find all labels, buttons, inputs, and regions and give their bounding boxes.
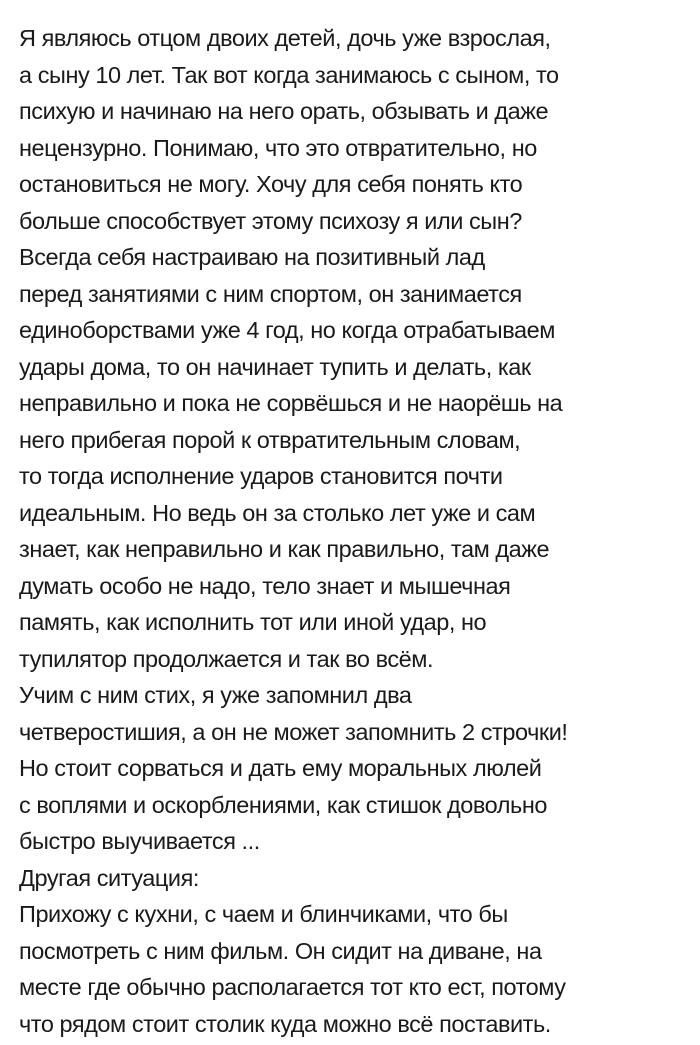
post-text (19, 20, 689, 1042)
text-line: удары дома, то он начинает тупить и делать, как (19, 353, 531, 380)
text-line: что рядом стоит столик куда можно всё поставить. (19, 1010, 551, 1037)
text-line: него прибегая порой к отвратительным словам, (19, 426, 521, 453)
text-line: а сыну 10 лет. Так вот когда занимаюсь с сыном, то (19, 61, 559, 88)
text-line: больше способствует этому психозу я или сын? (19, 207, 522, 234)
text-line: идеальным. Но ведь он за столько лет уже и сам (19, 499, 536, 526)
text-line: Но стоит сорваться и дать ему моральных люлей (19, 755, 542, 781)
text-line: неправильно и пока не сорвёшься и не наорёшь на (19, 390, 563, 416)
text-line: память, как исполнить тот или иной удар, но (19, 609, 487, 635)
text-line: посмотреть с ним фильм. Он сидит на диване, на (19, 937, 542, 964)
text-line: четверостишия, а он не может запомнить 2 строчки! (19, 718, 568, 745)
text-line: психую и начинаю на него орать, обзывать и даже (19, 98, 549, 124)
text-line: тупилятор продолжается и так во всём. (19, 645, 434, 672)
text-line: Я являюсь отцом двоих детей, дочь уже взрослая, (19, 25, 551, 51)
text-line: перед занятиями с ним спортом, он занимается (19, 280, 522, 307)
text-line: Всегда себя настраиваю на позитивный лад (19, 244, 485, 270)
text-line: с воплями и оскорблениями, как стишок довольно (19, 791, 547, 818)
text-line: то тогда исполнение ударов становится почти (19, 463, 503, 489)
text-line: думать особо не надо, тело знает и мышечная (19, 572, 511, 599)
text-line: единоборствами уже 4 год, но когда отрабатываем (19, 317, 555, 343)
text-line: остановиться не могу. Хочу для себя понять кто (19, 171, 523, 197)
text-line: нецензурно. Понимаю, что это отвратительно, но (19, 134, 537, 161)
text-line: Учим с ним стих, я уже запомнил два (19, 682, 412, 708)
text-line: месте где обычно располагается тот кто ест, потому (19, 974, 566, 1000)
text-line: быстро выучивается ... (19, 828, 260, 854)
text-line: знает, как неправильно и как правильно, там даже (19, 536, 550, 562)
text-line: Прихожу с кухни, с чаем и блинчиками, что бы (19, 901, 508, 927)
text-line: Другая ситуация: (19, 864, 199, 891)
